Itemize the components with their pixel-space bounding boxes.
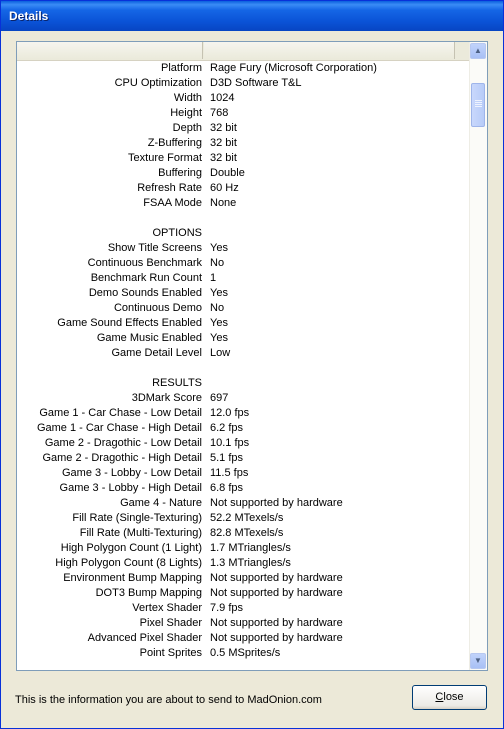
list-item[interactable] xyxy=(17,121,470,136)
grip-icon xyxy=(475,100,482,108)
close-button[interactable] xyxy=(412,685,487,710)
item-value: 11.5 fps xyxy=(210,467,249,479)
item-value: 5.1 fps xyxy=(210,452,244,464)
list-item[interactable] xyxy=(17,226,470,241)
item-key: Game 4 - Nature xyxy=(120,497,202,509)
item-value: 12.0 fps xyxy=(210,407,250,419)
item-key: Continuous Demo xyxy=(113,302,202,314)
list-item[interactable] xyxy=(17,541,470,556)
list-item[interactable] xyxy=(17,571,470,586)
list-item[interactable] xyxy=(17,301,470,316)
item-key: High Polygon Count (1 Light) xyxy=(60,542,202,554)
item-key: Game 3 - Lobby - Low Detail xyxy=(61,467,202,479)
item-value: No xyxy=(210,302,225,314)
item-value: D3D Software T&L xyxy=(210,77,302,89)
item-key: Point Sprites xyxy=(139,647,202,659)
list-rows xyxy=(17,61,470,661)
list-item[interactable] xyxy=(17,481,470,496)
item-value: 1 xyxy=(210,272,217,284)
column-header-name[interactable] xyxy=(17,42,203,59)
list-item[interactable] xyxy=(17,316,470,331)
list-item[interactable] xyxy=(17,526,470,541)
item-key: Refresh Rate xyxy=(137,182,202,194)
item-key: Z-Buffering xyxy=(147,137,202,149)
item-key: Continuous Benchmark xyxy=(87,257,202,269)
item-key: Game Sound Effects Enabled xyxy=(57,317,202,329)
list-item[interactable] xyxy=(17,271,470,286)
item-key: Width xyxy=(173,92,202,104)
list-item[interactable] xyxy=(17,136,470,151)
item-value: 6.8 fps xyxy=(210,482,244,494)
list-item[interactable] xyxy=(17,601,470,616)
list-item[interactable] xyxy=(17,331,470,346)
item-value: 1024 xyxy=(210,92,235,104)
list-item[interactable] xyxy=(17,436,470,451)
item-key: Show Title Screens xyxy=(107,242,202,254)
item-value: 60 Hz xyxy=(210,182,239,194)
item-key: Game 2 - Dragothic - High Detail xyxy=(42,452,202,464)
scroll-up-icon[interactable]: ▲ xyxy=(470,43,486,59)
item-value: 32 bit xyxy=(210,137,237,149)
list-item[interactable] xyxy=(17,361,470,376)
list-item[interactable] xyxy=(17,241,470,256)
item-key: Texture Format xyxy=(128,152,202,164)
close-mnemonic: C xyxy=(435,691,444,703)
item-value: Not supported by hardware xyxy=(210,632,343,644)
list-item[interactable] xyxy=(17,451,470,466)
item-key: Height xyxy=(170,107,202,119)
item-key: Game 1 - Car Chase - Low Detail xyxy=(39,407,202,419)
list-item[interactable] xyxy=(17,76,470,91)
list-item[interactable] xyxy=(17,151,470,166)
item-key: Fill Rate (Multi-Texturing) xyxy=(79,527,202,539)
item-key: Benchmark Run Count xyxy=(90,272,202,284)
item-value: 1.7 MTriangles/s xyxy=(210,542,291,554)
item-key: 3DMark Score xyxy=(131,392,202,404)
item-value: 1.3 MTriangles/s xyxy=(210,557,291,569)
item-key: RESULTS xyxy=(152,377,202,389)
item-value: Not supported by hardware xyxy=(210,617,343,629)
item-key: OPTIONS xyxy=(152,227,202,239)
item-key: Game 1 - Car Chase - High Detail xyxy=(36,422,202,434)
item-value: 32 bit xyxy=(210,152,237,164)
list-item[interactable] xyxy=(17,211,470,226)
item-value: 0.5 MSprites/s xyxy=(210,647,281,659)
item-value: 32 bit xyxy=(210,122,237,134)
item-value: 82.8 MTexels/s xyxy=(210,527,284,539)
vertical-scrollbar[interactable] xyxy=(469,42,487,670)
item-value: Rage Fury (Microsoft Corporation) xyxy=(210,62,377,74)
item-value: Double xyxy=(210,167,245,179)
list-item[interactable] xyxy=(17,106,470,121)
item-key: Game Detail Level xyxy=(111,347,202,359)
item-key: Game Music Enabled xyxy=(96,332,202,344)
item-value: Yes xyxy=(210,317,228,329)
list-item[interactable] xyxy=(17,646,470,661)
details-list[interactable] xyxy=(16,41,488,671)
list-header xyxy=(17,42,470,61)
list-item[interactable] xyxy=(17,586,470,601)
list-item[interactable] xyxy=(17,406,470,421)
list-item[interactable] xyxy=(17,376,470,391)
list-item[interactable] xyxy=(17,91,470,106)
item-value: 6.2 fps xyxy=(210,422,244,434)
title-bar[interactable] xyxy=(1,1,503,31)
scroll-down-icon[interactable]: ▼ xyxy=(470,653,486,669)
item-key: Depth xyxy=(172,122,202,134)
column-header-value[interactable] xyxy=(204,42,455,59)
item-key: Game 3 - Lobby - High Detail xyxy=(59,482,202,494)
close-label: lose xyxy=(443,691,464,703)
item-value: 10.1 fps xyxy=(210,437,250,449)
item-key: Pixel Shader xyxy=(139,617,202,629)
item-key: Game 2 - Dragothic - Low Detail xyxy=(44,437,202,449)
item-value: 768 xyxy=(210,107,229,119)
item-value: 52.2 MTexels/s xyxy=(210,512,284,524)
list-item[interactable] xyxy=(17,556,470,571)
window-title: Details xyxy=(9,9,49,23)
item-value: Not supported by hardware xyxy=(210,572,343,584)
item-value: No xyxy=(210,257,225,269)
item-key: DOT3 Bump Mapping xyxy=(95,587,202,599)
list-item[interactable] xyxy=(17,61,470,76)
list-item[interactable] xyxy=(17,511,470,526)
item-value: None xyxy=(210,197,237,209)
list-item[interactable] xyxy=(17,466,470,481)
list-item[interactable] xyxy=(17,421,470,436)
item-value: Low xyxy=(210,347,231,359)
list-item[interactable] xyxy=(17,616,470,631)
list-item[interactable] xyxy=(17,181,470,196)
list-item[interactable] xyxy=(17,256,470,271)
item-value: 697 xyxy=(210,392,229,404)
item-value: Yes xyxy=(210,332,228,344)
item-key: Vertex Shader xyxy=(132,602,202,614)
item-key: CPU Optimization xyxy=(114,77,202,89)
item-key: Buffering xyxy=(158,167,202,179)
item-value: Yes xyxy=(210,242,228,254)
list-item[interactable] xyxy=(17,496,470,511)
item-key: Environment Bump Mapping xyxy=(63,572,202,584)
info-text: This is the information you are about to send to MadOnion.com xyxy=(15,694,322,706)
list-item[interactable] xyxy=(17,196,470,211)
item-key: High Polygon Count (8 Lights) xyxy=(55,557,202,569)
item-value: 7.9 fps xyxy=(210,602,244,614)
item-key: FSAA Mode xyxy=(143,197,202,209)
item-key: Advanced Pixel Shader xyxy=(87,632,202,644)
list-item[interactable] xyxy=(17,346,470,361)
item-key: Demo Sounds Enabled xyxy=(88,287,202,299)
list-item[interactable] xyxy=(17,391,470,406)
item-value: Yes xyxy=(210,287,228,299)
scroll-thumb[interactable] xyxy=(471,83,485,127)
list-item[interactable] xyxy=(17,631,470,646)
item-value: Not supported by hardware xyxy=(210,587,343,599)
list-item[interactable] xyxy=(17,286,470,301)
item-key: Platform xyxy=(161,62,202,74)
item-value: Not supported by hardware xyxy=(210,497,343,509)
item-key: Fill Rate (Single-Texturing) xyxy=(72,512,202,524)
list-item[interactable] xyxy=(17,166,470,181)
